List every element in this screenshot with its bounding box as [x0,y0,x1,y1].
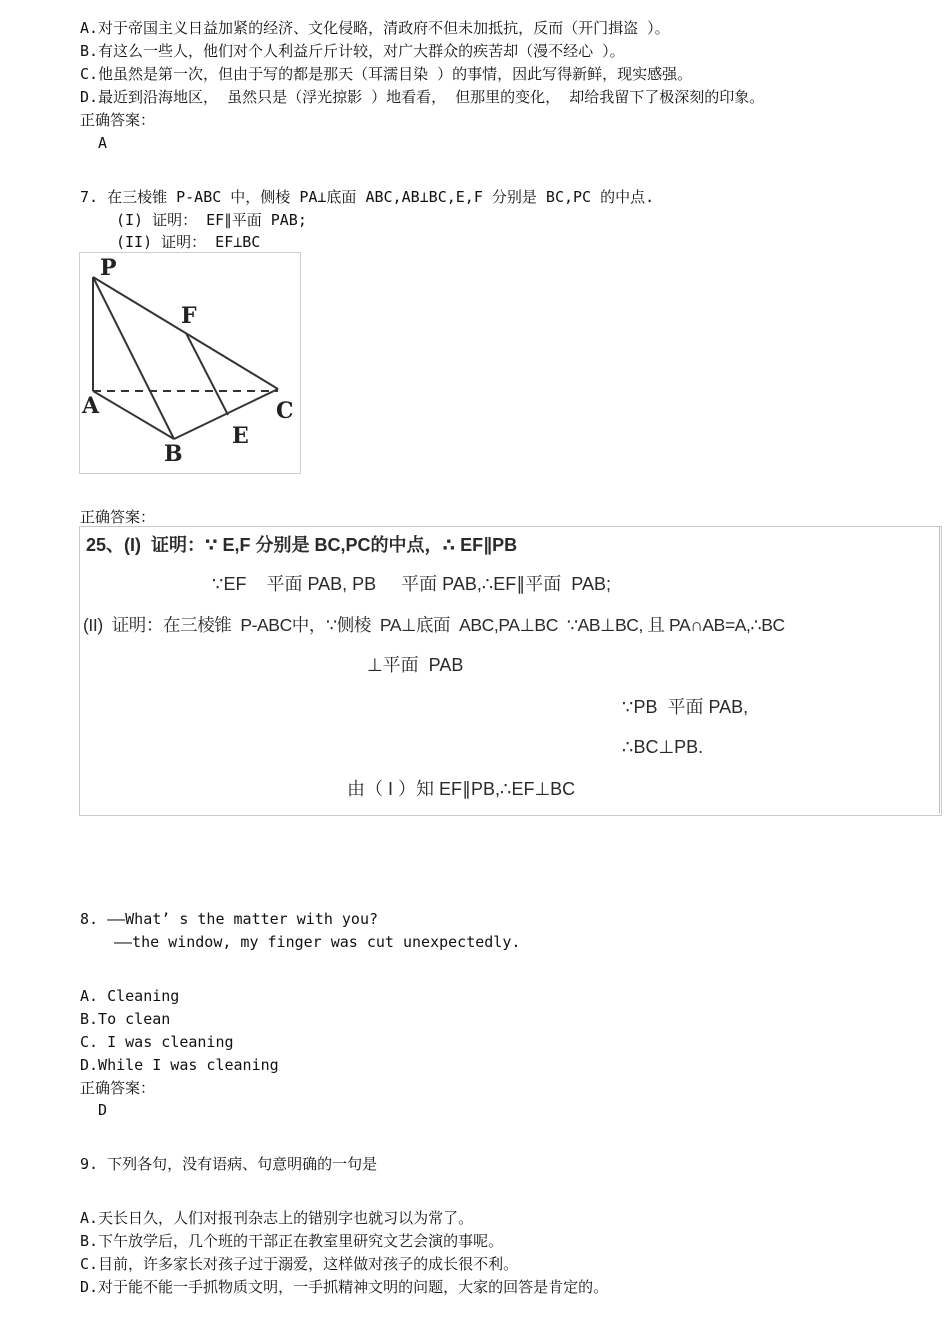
label-b: B [164,441,183,467]
label-a: A [82,393,100,419]
q8-option-b: B.To clean [80,1010,171,1028]
q8-line-1: 8. ——What’ s the matter with you? [80,910,379,928]
label-f: F [181,303,197,329]
q7-answer-label: 正确答案： [80,508,156,526]
solution-line-3: (II) 证明：在三棱锥 P-ABC中，∵侧棱 PA⊥底面 ABC,PA⊥BC ∵AB⊥BC, 且 PA∩AB=A,∴BC [83,615,785,635]
q6-option-b: B.有这么一些人，他们对个人利益斤斤计较，对广大群众的疾苦却（漫不经心 ）。 [80,42,625,60]
q9-stem: 9. 下列各句，没有语病、句意明确的一句是 [80,1155,378,1173]
q9-option-d: D.对于能不能一手抓物质文明，一手抓精神文明的问题，大家的回答是肯定的。 [80,1278,609,1296]
q6-option-a: A.对于帝国主义日益加紧的经济、文化侵略，清政府不但未加抵抗，反而（开门揖盗 ）。 [80,19,670,37]
solution-line-7: 由（ I ）知 EF∥PB,∴EF⊥BC [347,779,576,799]
solution-line-6: ∴BC⊥PB. [622,737,704,757]
q8-answer-label: 正确答案： [80,1079,156,1097]
q7-part-1: (I) 证明： EF∥平面 PAB; [116,211,307,229]
q6-option-c: C.他虽然是第一次，但由于写的都是那天（耳濡目染 ）的事情，因此写得新鲜，现实感强。 [80,65,693,83]
q7-solution-image [79,526,942,816]
q7-stem: 7. 在三棱锥 P-ABC 中，侧棱 PA⊥底面 ABC,AB⊥BC,E,F 分别是 BC,PC 的中点. [80,188,655,206]
solution-line-4: ⊥平面 PAB [367,655,464,675]
q8-option-d: D.While I was cleaning [80,1056,279,1074]
q8-answer: D [98,1101,108,1119]
q6-option-d: D.最近到沿海地区， 虽然只是（浮光掠影 ）地看看， 但那里的变化， 却给我留下了极深刻的印象。 [80,88,765,106]
solution-line-1: 25、(I) 证明：∵ E,F 分别是 BC,PC的中点，∴ EF∥PB [86,535,518,555]
solution-right-border [939,527,940,813]
label-p: P [100,255,117,281]
q8-line-2: ——the window, my finger was cut unexpectedly. [114,933,521,951]
edge-bc [174,389,278,439]
q9-option-c: C.目前，许多家长对孩子过于溺爱，这样做对孩子的成长很不利。 [80,1255,519,1273]
q9-option-a: A.天长日久，人们对报刊杂志上的错别字也就习以为常了。 [80,1209,474,1227]
q9-option-b: B.下午放学后，几个班的干部正在教室里研究文艺会演的事呢。 [80,1232,504,1250]
q8-option-c: C. I was cleaning [80,1033,234,1051]
q6-answer-label: 正确答案： [80,111,156,129]
tetrahedron-diagram [80,253,300,473]
tetrahedron-figure [79,252,301,474]
q7-part-2: (II) 证明： EF⊥BC [116,233,261,251]
solution-line-2: ∵EF 平面 PAB, PB 平面 PAB,∴EF∥平面 PAB; [212,574,611,594]
q8-option-a: A. Cleaning [80,987,180,1005]
solution-line-5: ∵PB 平面 PAB, [622,697,749,717]
q6-answer: A [98,134,108,152]
label-e: E [232,423,249,449]
label-c: C [276,398,294,424]
